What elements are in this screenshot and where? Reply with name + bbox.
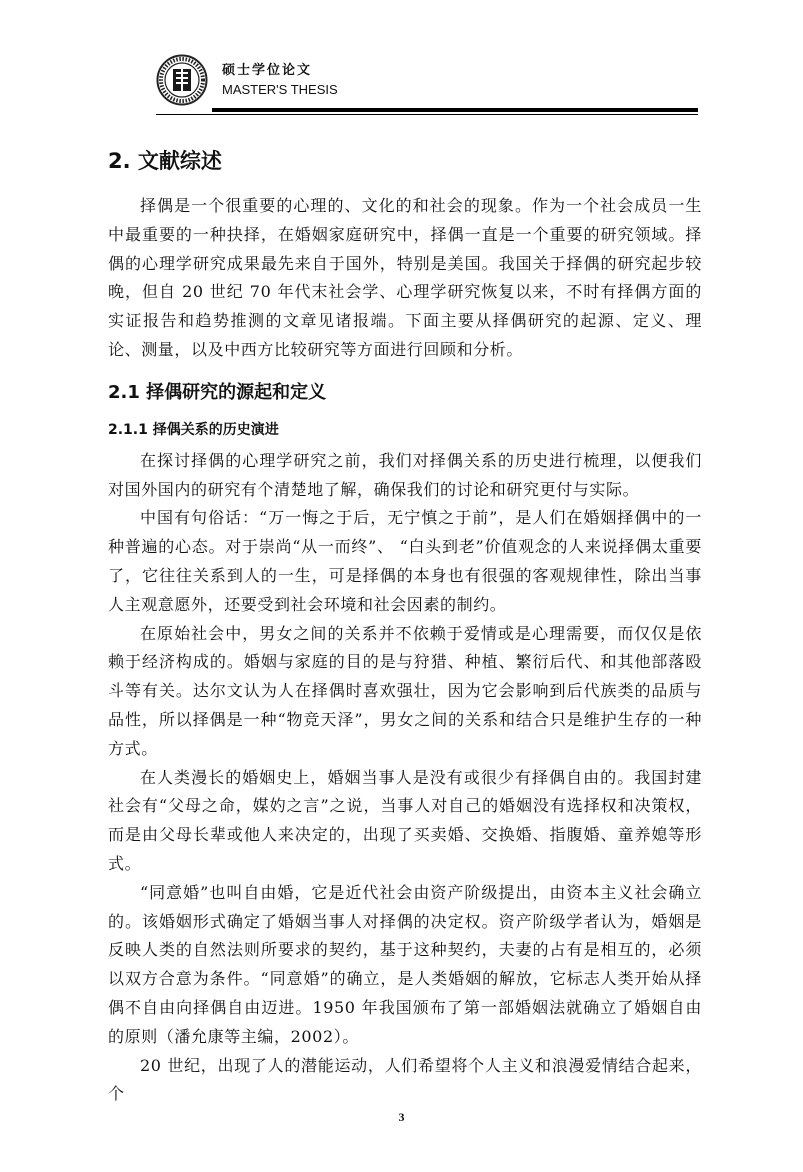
body-paragraph: 20 世纪，出现了人的潜能运动，人们希望将个人主义和浪漫爱情结合起来，个 [108, 1055, 702, 1104]
subsection-heading: 2.1 择偶研究的源起和定义 [108, 381, 327, 403]
sub-subsection-heading: 2.1.1 择偶关系的历史演进 [108, 421, 279, 438]
header-rule-thick [212, 108, 698, 112]
body-paragraph: 在探讨择偶的心理学研究之前，我们对择偶关系的历史进行梳理，以便我们对国外国内的研究有个清楚地了解，确保我们的讨论和研究更付与实际。 [108, 450, 702, 499]
section-intro-paragraph: 择偶是一个很重要的心理的、文化的和社会的现象。作为一个社会成员一生中最重要的一种抉择，在婚姻家庭研究中，择偶一直是一个重要的研究领域。择偶的心理学研究成果最先来自于国外，特别是美国。我国关于择偶的研究起步较晚，但自 20 世纪 70 年代末社会学、心理学研究恢复以来，不时有择偶方面的实证报告和趋势推测的文章见诸报端。下面主要从择偶研究的起源、定义、理论、测量，以及中西方比较研究等方面进行回顾和分析。 [108, 196, 702, 359]
header-title-en: MASTER'S THESIS [222, 82, 338, 97]
page-number: 3 [398, 1110, 405, 1124]
section-heading: 2. 文献综述 [108, 149, 222, 173]
page-header [156, 54, 696, 110]
body-paragraph: “同意婚”也叫自由婚，它是近代社会由资产阶级提出，由资本主义社会确立的。该婚姻形式确定了婚姻当事人对择偶的决定权。资产阶级学者认为，婚姻是反映人类的自然法则所要求的契约，基于这种契约，夫妻的占有是相互的，必须以双方合意为条件。“同意婚”的确立，是人类婚姻的解放，它标志人类开始从择偶不自由向择偶自由迈进。1950 年我国颁布了第一部婚姻法就确立了婚姻自由的原则（潘允康等主编，2002）。 [108, 882, 702, 1046]
body-paragraph: 中国有句俗话：“万一悔之于后，无宁慎之于前”，是人们在婚姻择偶中的一种普遍的心态。对于崇尚“从一而终”、 “白头到老”价值观念的人来说择偶太重要了，它往往关系到人的一生，可是择偶的本身也有很强的客观规律性，除出当事人主观意愿外，还要受到社会环境和社会因素的制约。 [108, 508, 702, 614]
header-title-cn: 硕士学位论文 [222, 63, 313, 78]
body-paragraph: 在原始社会中，男女之间的关系并不依赖于爱情或是心理需要，而仅仅是依赖于经济构成的。婚姻与家庭的目的是与狩猎、种植、繁衍后代、和其他部落殴斗等有关。达尔文认为人在择偶时喜欢强壮，因为它会影响到后代族类的品质与品性，所以择偶是一种“物竞天泽”，男女之间的关系和结合只是维护生存的一种方式。 [108, 623, 702, 758]
header-title-block [222, 62, 338, 99]
university-seal-icon [156, 54, 208, 106]
body-paragraph: 在人类漫长的婚姻史上，婚姻当事人是没有或很少有择偶自由的。我国封建社会有“父母之命，媒妁之言”之说，当事人对自己的婚姻没有选择权和决策权，而是由父母长辈或他人来决定的，出现了买卖婚、交换婚、指腹婚、童养媳等形式。 [108, 767, 702, 873]
header-rule-thin [156, 114, 698, 115]
page-content [108, 146, 702, 1109]
